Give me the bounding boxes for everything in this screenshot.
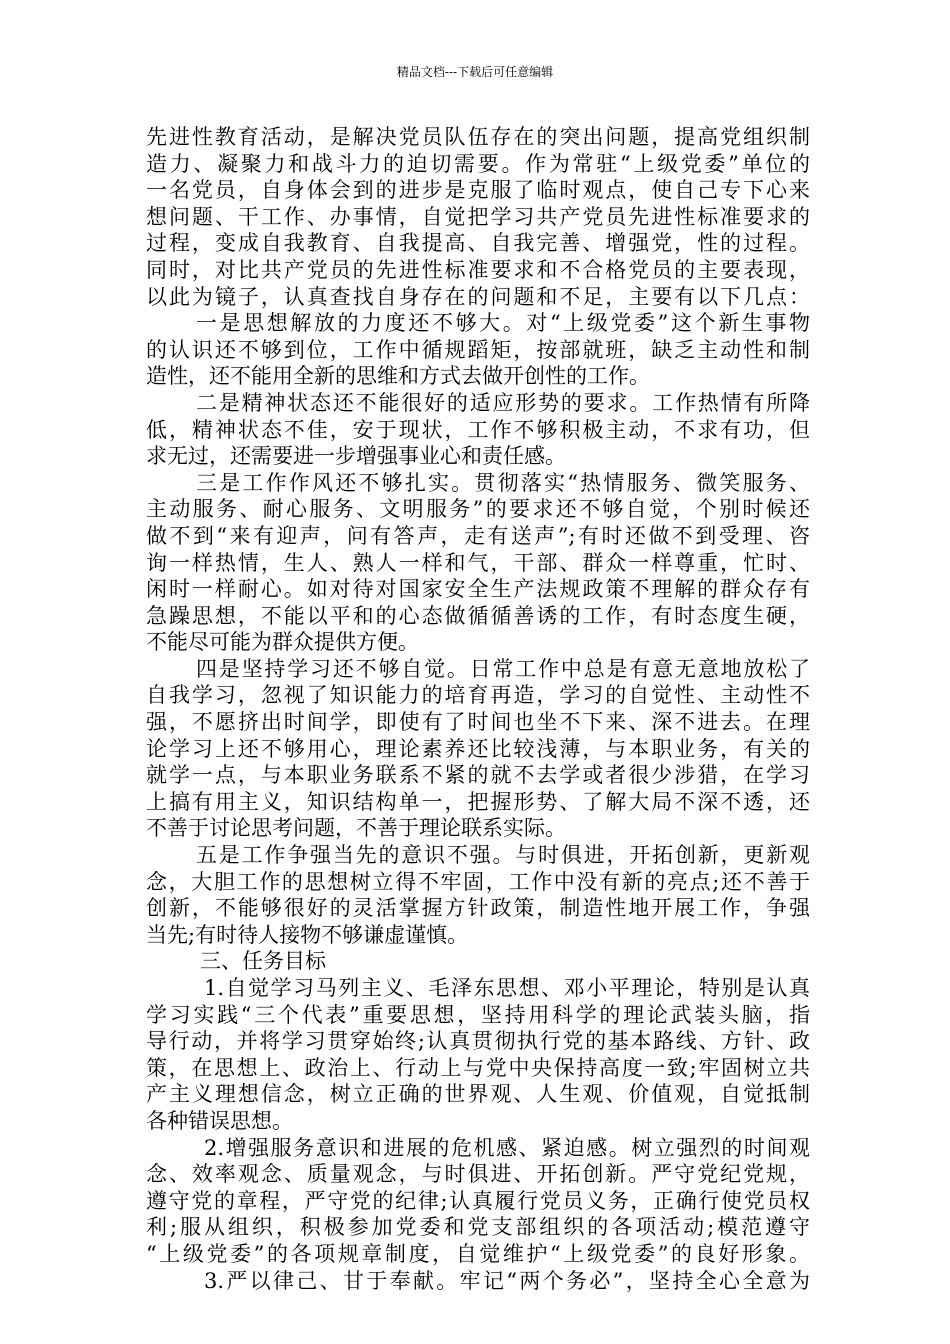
text-line: 造性，还不能用全新的思维和方式去做开创性的工作。 [146,364,650,389]
text-line: 闲时一样耐心。如对待对国家安全生产法规政策不理解的群众存有 [146,577,810,602]
text-line: 过程，变成自我教育、自我提高、自我完善、增强党，性的过程。 [146,231,810,256]
text-line: 念、效率观念、质量观念，与时俱进、开拓创新。严守党纪党规， [146,1162,810,1187]
document-body [146,124,810,1294]
text-line: 主动服务、耐心服务、文明服务”的要求还不够自觉，个别时候还 [146,497,810,522]
text-line: 急躁思想，不能以平和的心态做循循善诱的工作，有时态度生硬， [146,603,810,628]
text-line: 当先;有时待人接物不够谦虚谨慎。 [146,922,469,947]
text-line: 遵守党的章程，严守党的纪律;认真履行党员义务，正确行使党员权 [146,1188,810,1213]
text-line: 五是工作争强当先的意识不强。与时俱进，开拓创新，更新观 [196,843,810,868]
text-line: 先进性教育活动，是解决党员队伍存在的突出问题，提高党组织制 [146,125,810,149]
text-line: 以此为镜子，认真查找自身存在的问题和不足，主要有以下几点： [146,284,810,309]
text-line: 做不到“来有迎声，问有答声，走有送声”;有时还做不到受理、咨 [146,523,810,548]
text-line: 造力、凝聚力和战斗力的迫切需要。作为常驻“上级党委”单位的 [146,151,810,176]
text-line: 三、任务目标 [200,949,326,974]
text-line: 学习实践“三个代表”重要思想，坚持用科学的理论武装头脑，指 [146,1002,810,1027]
text-line: 想问题、干工作、办事情，自觉把学习共产党员先进性标准要求的 [146,204,810,229]
text-line: 1.自觉学习马列主义、毛泽东思想、邓小平理论，特别是认真 [204,976,810,1000]
text-line: 强，不愿挤出时间学，即使有了时间也坐不下来、深不进去。在理 [146,710,810,735]
text-line: 策，在思想上、政治上、行动上与党中央保持高度一致;牢固树立共 [146,1055,810,1080]
text-line: 一名党员，自身体会到的进步是克服了临时观点，使自己专下心来 [146,178,810,203]
text-line: 就学一点，与本职业务联系不紧的就不去学或者很少涉猎，在学习 [146,763,810,788]
text-line: 3.严以律己、甘于奉献。牢记“两个务必”，坚持全心全意为 [204,1268,810,1293]
text-line: 三是工作作风还不够扎实。贯彻落实“热情服务、微笑服务、 [196,470,810,495]
text-line: 创新，不能够很好的灵活掌握方针政策，制造性地开展工作，争强 [146,896,810,921]
text-line: 同时，对比共产党员的先进性标准要求和不合格党员的主要表现， [146,257,810,282]
text-line: 不善于讨论思考问题，不善于理论联系实际。 [146,816,566,841]
text-line: 自我学习，忽视了知识能力的培育再造，学习的自觉性、主动性不 [146,683,810,708]
text-line: 询一样热情，生人、熟人一样和气，干部、群众一样尊重，忙时、 [146,550,810,575]
page-header: 精品文档---下载后可任意编辑 [396,65,554,79]
text-line: 论学习上还不够用心，理论素养还比较浅薄，与本职业务，有关的 [146,736,810,761]
text-line: 二是精神状态还不能很好的适应形势的要求。工作热情有所降 [196,390,810,415]
text-line: 四是坚持学习还不够自觉。日常工作中总是有意无意地放松了 [196,656,810,681]
text-line: 利;服从组织，积极参加党委和党支部组织的各项活动;模范遵守 [146,1215,810,1240]
text-line: 一是思想解放的力度还不够大。对“上级党委”这个新生事物 [196,311,810,336]
text-line: 上搞有用主义，知识结构单一，把握形势、了解大局不深不透，还 [146,789,810,814]
text-line: 念，大胆工作的思想树立得不牢固，工作中没有新的亮点;还不善于 [146,869,810,894]
text-line: 2.增强服务意识和进展的危机感、紧迫感。树立强烈的时间观 [204,1135,810,1160]
text-line: 求无过，还需要进一步增强事业心和责任感。 [146,444,566,469]
text-line: 低，精神状态不佳，安于现状，工作不够积极主动，不求有功，但 [146,417,810,442]
text-line: 各种错误思想。 [146,1108,293,1133]
text-line: 的认识还不够到位，工作中循规蹈矩，按部就班，缺乏主动性和制 [146,337,810,362]
text-line: “上级党委”的各项规章制度，自觉维护“上级党委”的良好形象。 [146,1241,810,1266]
text-line: 导行动，并将学习贯穿始终;认真贯彻执行党的基本路线、方针、政 [146,1029,810,1054]
text-line: 不能尽可能为群众提供方便。 [146,630,419,655]
text-line: 产主义理想信念，树立正确的世界观、人生观、价值观，自觉抵制 [146,1082,810,1107]
